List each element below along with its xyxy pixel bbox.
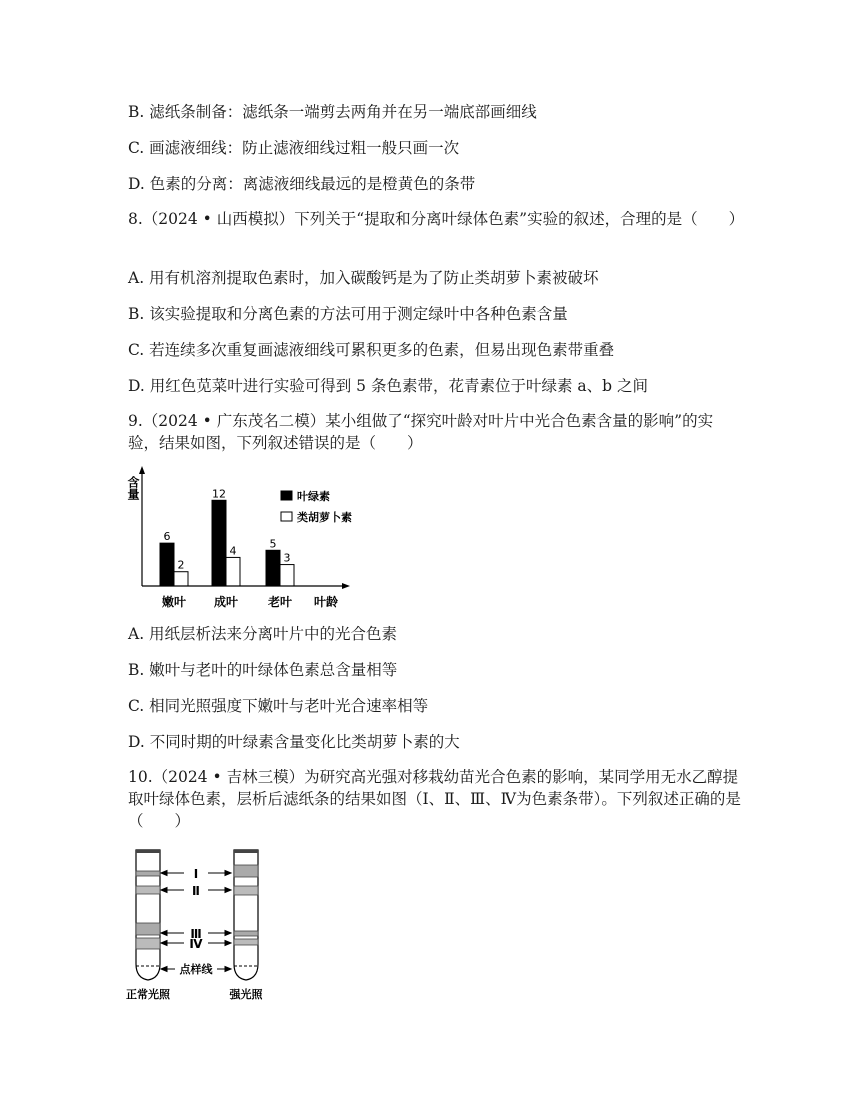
strip-normal-band-2	[136, 886, 160, 894]
legend-label-chlorophyll: 叶绿素	[297, 490, 330, 503]
band-label-2: Ⅱ	[192, 884, 200, 898]
band-label-1: Ⅰ	[193, 867, 199, 881]
y-axis-arrow	[139, 466, 145, 474]
strip-label-strong: 强光照	[229, 988, 263, 1001]
bar-value-chlorophyll-nenye: 6	[163, 530, 171, 544]
option-9d: D. 不同时期的叶绿素含量变化比类胡萝卜素的大	[128, 733, 460, 751]
option-9a: A. 用纸层析法来分离叶片中的光合色素	[128, 625, 398, 643]
bar-carotenoid-chengye	[226, 557, 240, 586]
option-8d: D. 用红色苋菜叶进行实验可得到 5 条色素带，花青素位于叶绿素 a、b 之间	[128, 377, 648, 395]
legend-swatch-carotenoid	[281, 512, 292, 521]
chromatography-strips-figure	[120, 842, 280, 1007]
option-9b: B. 嫩叶与老叶的叶绿体色素总含量相等	[128, 661, 398, 679]
strip-label-normal: 正常光照	[126, 988, 170, 1001]
band-label-4: Ⅳ	[189, 937, 203, 951]
legend-label-carotenoid: 类胡萝卜素	[297, 511, 352, 524]
strip-normal-band-1	[136, 871, 160, 876]
y-axis-label: 含量	[126, 476, 140, 500]
bar-chlorophyll-chengye	[212, 500, 226, 586]
bar-value-carotenoid-laoye: 3	[283, 551, 291, 565]
question-8-stem: 8.（2024 • 山西模拟）下列关于“提取和分离叶绿体色素”实验的叙述，合理的是（ ）	[128, 210, 745, 228]
bar-carotenoid-nenye	[174, 572, 188, 586]
option-8c: C. 若连续多次重复画滤液细线可累积更多的色素，但易出现色素带重叠	[128, 341, 615, 359]
legend-swatch-chlorophyll	[281, 491, 292, 500]
option-7b: B. 滤纸条制备：滤纸条一端剪去两角并在另一端底部画细线	[128, 103, 537, 121]
option-8b: B. 该实验提取和分离色素的方法可用于测定绿叶中各种色素含量	[128, 305, 568, 323]
bar-value-carotenoid-nenye: 2	[177, 558, 185, 572]
bar-value-chlorophyll-chengye: 12	[212, 487, 226, 501]
origin-line-label: 点样线	[179, 963, 213, 976]
strip-normal-band-3	[136, 923, 160, 935]
strip-strong-band-4	[234, 939, 258, 945]
strip-normal-band-4	[136, 938, 160, 949]
strip-normal-outline	[136, 850, 160, 980]
question-10-stem: 10.（2024 • 吉林三模）为研究高光强对移栽幼苗光合色素的影响，某同学用无水乙醇提取叶绿体色素，层析后滤纸条的结果如图（Ⅰ、Ⅱ、Ⅲ、Ⅳ为色素条带）。下列叙述正确的是（ ）	[128, 768, 741, 830]
x-axis-arrow	[342, 583, 350, 589]
bar-carotenoid-laoye	[280, 565, 294, 586]
option-8a: A. 用有机溶剂提取色素时，加入碳酸钙是为了防止类胡萝卜素被破坏	[128, 269, 599, 287]
strip-strong-band-1	[234, 865, 258, 877]
x-tick-label-chengye: 成叶	[213, 595, 239, 609]
leaf-age-pigment-chart	[120, 462, 360, 614]
x-axis-label: 叶龄	[313, 595, 339, 609]
x-tick-label-laoye: 老叶	[267, 595, 293, 609]
band-label-3: Ⅲ	[190, 927, 202, 941]
question-9-stem: 9.（2024 • 广东茂名二模）某小组做了“探究叶龄对叶片中光合色素含量的影响”的实验，结果如图，下列叙述错误的是（ ）	[128, 412, 714, 452]
bar-chlorophyll-laoye	[266, 550, 280, 586]
option-7c: C. 画滤液细线：防止滤液细线过粗一般只画一次	[128, 139, 460, 157]
strip-normal-top-band	[136, 850, 160, 853]
bar-value-carotenoid-chengye: 4	[229, 544, 237, 558]
strip-strong-top-band	[234, 850, 258, 853]
strip-strong-band-3	[234, 931, 258, 936]
bar-chlorophyll-nenye	[160, 543, 174, 586]
option-9c: C. 相同光照强度下嫩叶与老叶光合速率相等	[128, 697, 429, 715]
strip-strong-band-2	[234, 886, 258, 895]
x-tick-label-nenye: 嫩叶	[161, 595, 187, 609]
option-7d: D. 色素的分离：离滤液细线最远的是橙黄色的条带	[128, 175, 476, 193]
bar-value-chlorophyll-laoye: 5	[269, 537, 277, 551]
